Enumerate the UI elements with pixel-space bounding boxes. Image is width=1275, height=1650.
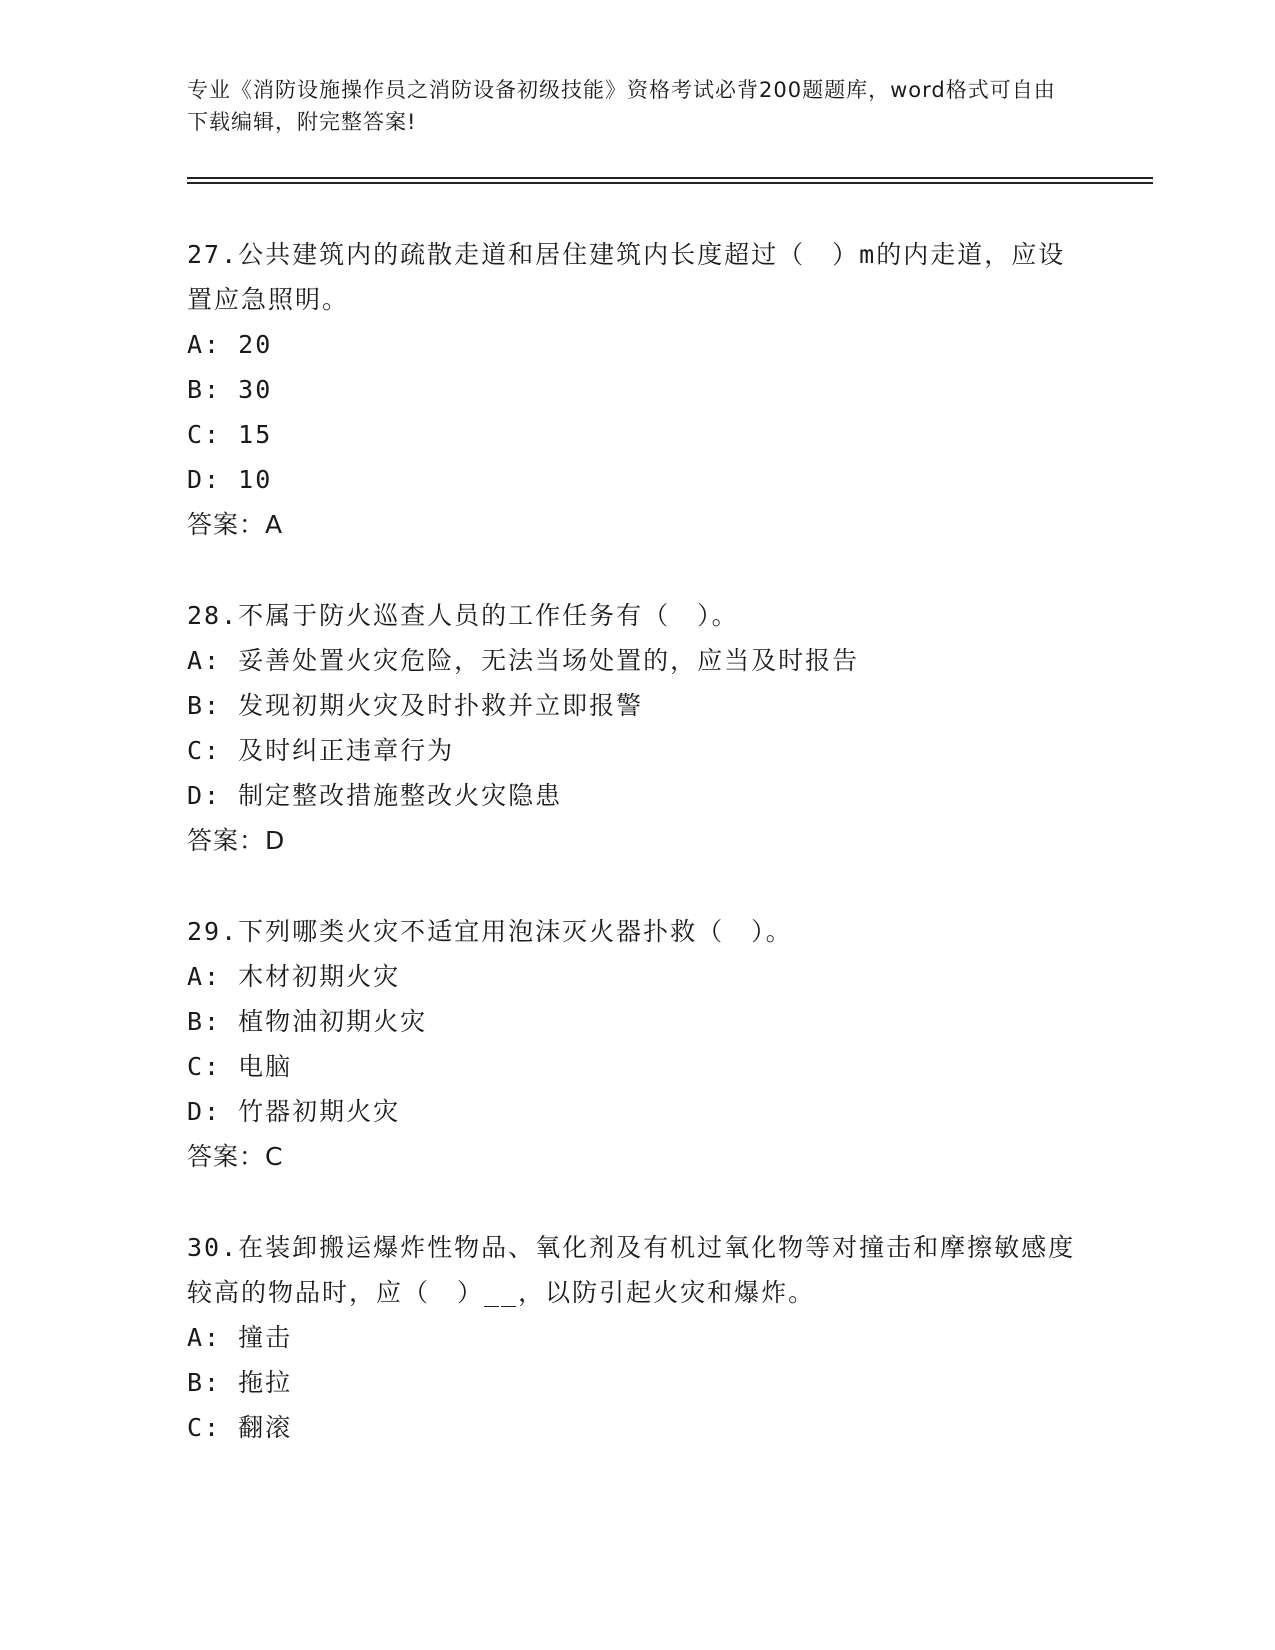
question-spacer: [187, 863, 1087, 909]
option-b: B: 30: [187, 375, 273, 404]
question-spacer: [187, 547, 1087, 593]
question-spacer: [187, 1179, 1087, 1225]
option-a: A: 木材初期火灾: [187, 962, 401, 991]
question-stem: 28.不属于防火巡查人员的工作任务有（ ）。: [187, 601, 739, 630]
option-b: B: 植物油初期火灾: [187, 1007, 428, 1036]
option-d: D: 竹器初期火灾: [187, 1097, 401, 1126]
question-28: [187, 593, 1087, 863]
header-rule-top: [187, 177, 1153, 179]
option-a: A: 妥善处置火灾危险，无法当场处置的，应当及时报告: [187, 646, 860, 675]
answer-line: 答案：C: [187, 1142, 284, 1171]
header-rule-bottom: [187, 182, 1153, 184]
option-c: C: 翻滚: [187, 1413, 293, 1442]
answer-line: 答案：D: [187, 826, 286, 855]
question-27: [187, 232, 1087, 547]
answer-line: 答案：A: [187, 510, 284, 539]
option-b: B: 拖拉: [187, 1368, 293, 1397]
question-stem: 29.下列哪类火灾不适宜用泡沫灭火器扑救（ ）。: [187, 917, 793, 946]
question-stem: 27.公共建筑内的疏散走道和居住建筑内长度超过（ ）m的内走道，应设置应急照明。: [187, 240, 1066, 314]
option-a: A: 撞击: [187, 1323, 293, 1352]
question-stem: 30.在装卸搬运爆炸性物品、氧化剂及有机过氧化物等对撞击和摩擦敏感度较高的物品时，应（ ）__，以防引起火灾和爆炸。: [187, 1233, 1076, 1307]
option-c: C: 15: [187, 420, 273, 449]
option-a: A: 20: [187, 330, 273, 359]
document-header: 专业《消防设施操作员之消防设备初级技能》资格考试必背200题题库，word格式可自由下载编辑，附完整答案!: [187, 78, 1056, 134]
option-d: D: 10: [187, 465, 273, 494]
option-c: C: 及时纠正违章行为: [187, 736, 455, 765]
option-c: C: 电脑: [187, 1052, 293, 1081]
question-list: [187, 232, 1087, 1450]
question-29: [187, 909, 1087, 1179]
option-b: B: 发现初期火灾及时扑救并立即报警: [187, 691, 644, 720]
option-d: D: 制定整改措施整改火灾隐患: [187, 781, 563, 810]
question-30: [187, 1225, 1087, 1450]
